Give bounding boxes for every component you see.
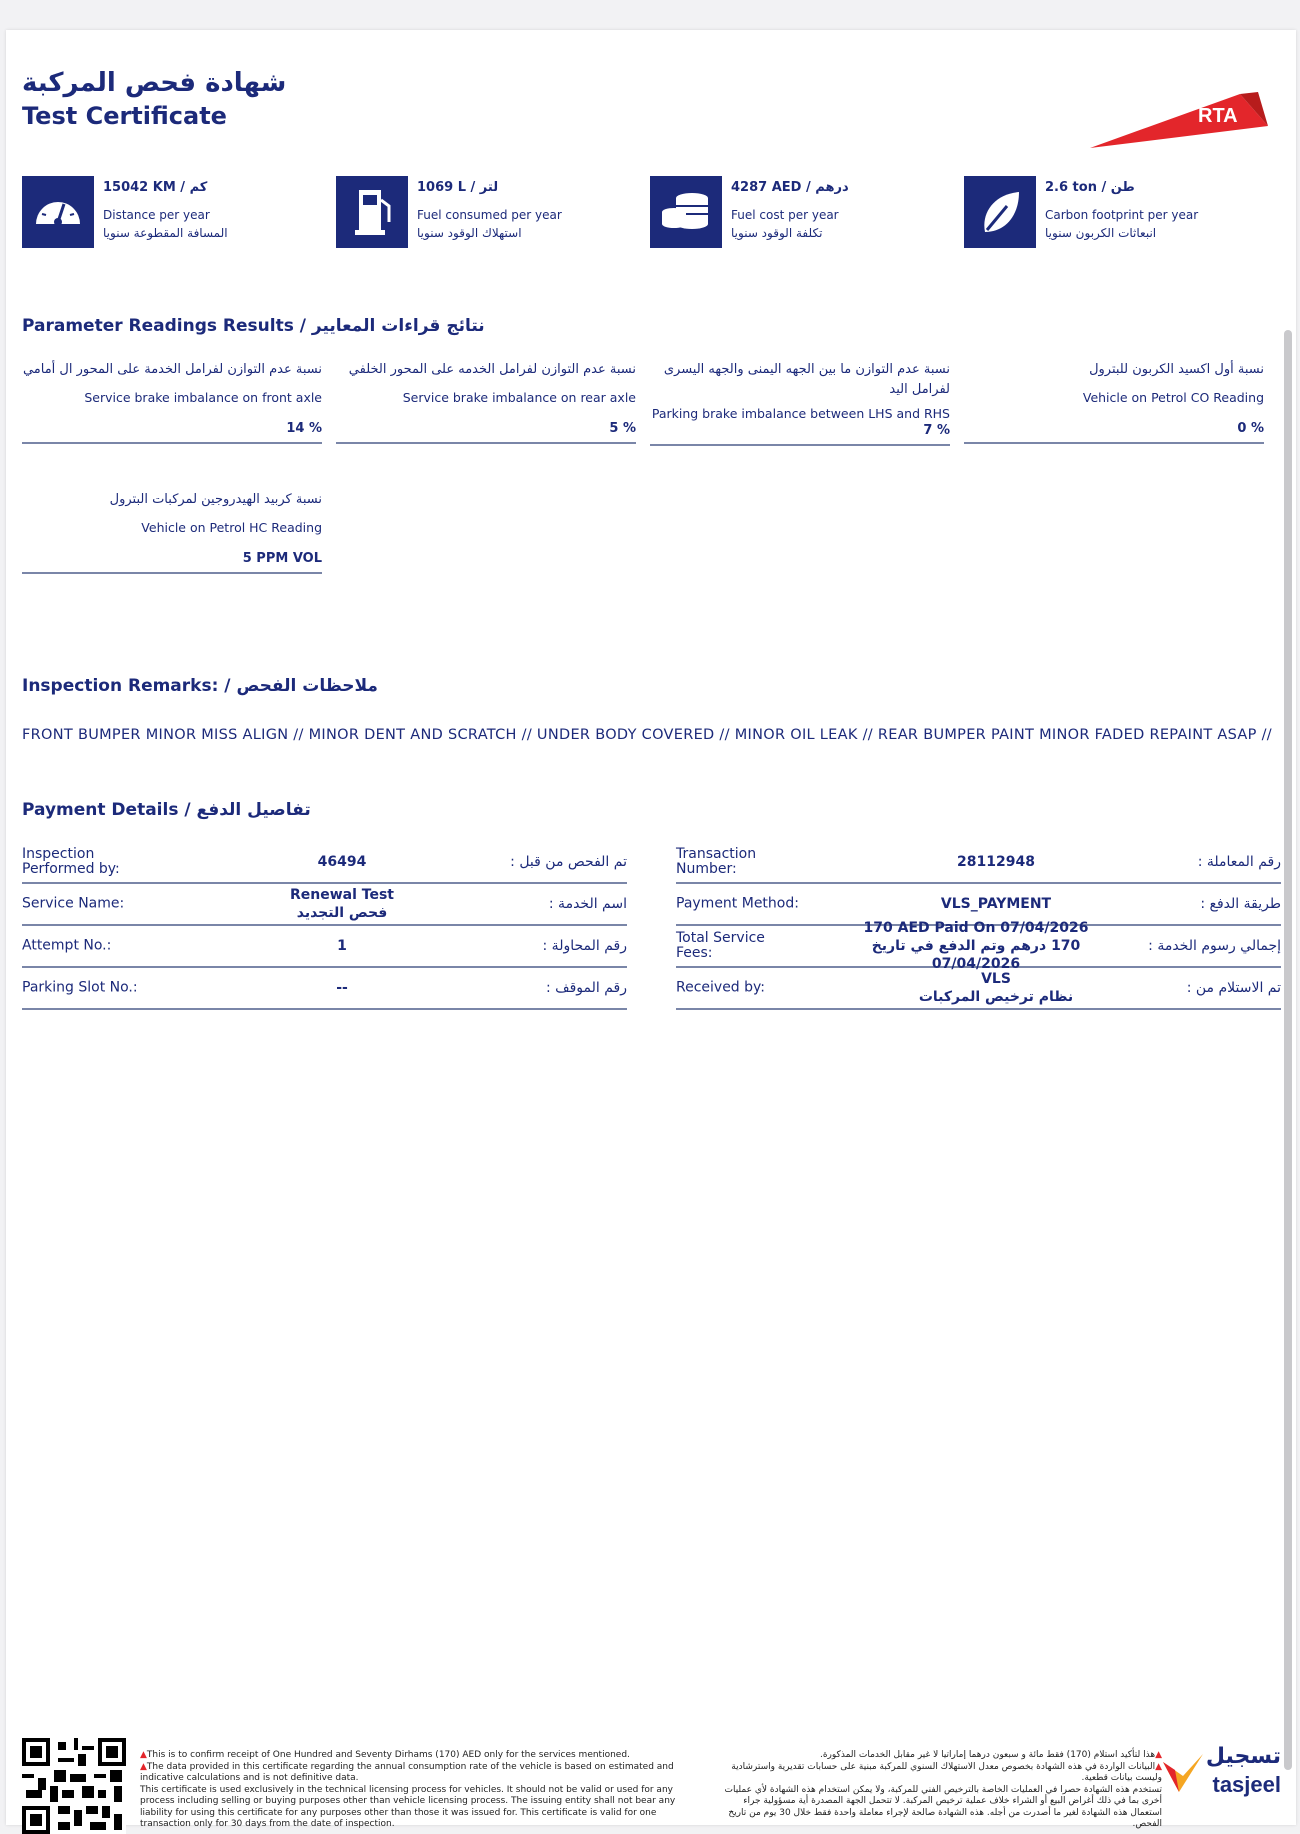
param-value: 7 % [923, 423, 950, 438]
param-label-en: Vehicle on Petrol HC Reading [141, 520, 322, 535]
stats-row [22, 176, 1282, 256]
tasjeel-english: tasjeel [1212, 1772, 1281, 1797]
payment-value [222, 886, 462, 922]
param-label-ar: نسبة كربيد الهيدروجين لمركبات البترول [109, 492, 322, 507]
rta-logo-text: RTA [1198, 105, 1238, 127]
payment-value-text: -- [336, 980, 348, 996]
warning-icon: ▲ [1155, 1761, 1162, 1772]
stat-value: 15042 KM / كم [103, 180, 208, 195]
stat-value: 2.6 ton / طن [1045, 180, 1135, 195]
stat-label-en: Fuel consumed per year [417, 208, 562, 222]
remarks-heading: Inspection Remarks: / ملاحظات الفحص [22, 676, 378, 696]
payment-key-ar: طريقة الدفع : [1200, 896, 1281, 912]
payment-key-ar: اسم الخدمة : [548, 896, 627, 912]
payment-key-ar: رقم المحاولة : [542, 938, 627, 954]
param-label-en: Parking brake imbalance between LHS and RHS [651, 406, 950, 421]
coins-icon [650, 176, 722, 248]
warning-icon: ▲ [140, 1761, 147, 1772]
footer-note-line: ▲The data provided in this certificate regarding the annual consumption rate of the vehicle is based on estimated and indicative calculations and is not definitive data. [140, 1761, 674, 1783]
certificate-page [6, 30, 1296, 1829]
payment-key: Parking Slot No.: [22, 979, 138, 996]
payment-key-ar: رقم الموقف : [545, 980, 627, 996]
footer [22, 1710, 1287, 1829]
payment-value-ar: 170 درهم وتم الدفع في تاريخ 07/04/2026 [871, 938, 1081, 972]
param-label-ar: نسبة عدم التوازن لفرامل الخدمه على المحور الخلفي [348, 362, 636, 377]
stat-carbon [964, 176, 1264, 252]
qr-code [22, 1738, 126, 1834]
param-hc-reading [22, 490, 322, 574]
stat-fuel-cost [650, 176, 950, 252]
tasjeel-arabic: تسجيل [1205, 1744, 1281, 1769]
payment-key: Transaction Number: [676, 846, 757, 877]
payment-value [222, 979, 462, 997]
parameters-heading: Parameter Readings Results / نتائج قراءات المعايير [22, 316, 485, 336]
speedometer-icon [22, 176, 94, 248]
footer-note-line: تستخدم هذه الشهادة حصرا في العمليات الخاصة بالترخيص الفني للمركبة، ولا يمكن استخدام هذه الشهادة لأي عمليات أخرى بما في ذلك أغراض البيع أو الشراء خلاف عملية ترخيص المركبة. لا تتحمل الجهة المصدرة أية مسؤولية جراء استعمال هذه الشهادة لغير ما أصدرت من أجله. هذه الشهادة صالحة لإجراء معاملة واحدة فقط خلال 30 يوم من تاريخ الفحص. [724, 1784, 1162, 1829]
footer-note-line: ▲This is to confirm receipt of One Hundred and Seventy Dirhams (170) AED only for the services mentioned. [140, 1750, 630, 1760]
rta-logo [1090, 80, 1270, 150]
payment-row-inspector [22, 842, 627, 884]
payment-value-ar: فحص التجديد [296, 905, 388, 921]
footer-note-line: ▲هذا لتأكيد استلام (170) فقط مائة و سبعون درهما إماراتيا لا غير مقابل الخدمات المذكورة. [819, 1750, 1162, 1760]
fuel-pump-icon [336, 176, 408, 248]
payment-row-service [22, 884, 627, 926]
payment-key: Attempt No.: [22, 937, 112, 954]
param-value: 5 % [609, 421, 636, 436]
payment-value-text: Renewal Test [289, 887, 394, 903]
payment-key: Total Service Fees: [676, 930, 765, 961]
payment-row-transaction [676, 842, 1281, 884]
stat-value: 1069 L / لتر [417, 180, 499, 195]
param-label-ar: نسبة أول اكسيد الكربون للبترول [1089, 362, 1264, 377]
payment-value-text: 46494 [317, 854, 367, 870]
footer-note-line: ▲البيانات الواردة في هذه الشهادة بخصوص معدل الاستهلاك السنوي للمركبة مبنية على حسابات تقديرية واسترشادية وليست بيانات قطعية. [731, 1761, 1162, 1783]
payment-row-fees [676, 920, 1281, 972]
payment-value [222, 853, 462, 871]
footer-notes-english [140, 1750, 700, 1831]
payment-value-ar: نظام ترخيص المركبات [918, 989, 1074, 1005]
payment-value [876, 895, 1116, 913]
payment-row-received [676, 968, 1281, 1010]
stat-label-ar: انبعاثات الكربون سنويا [1045, 226, 1157, 240]
stat-fuel [336, 176, 636, 252]
param-front-axle [22, 360, 322, 444]
param-label-ar: نسبة عدم التوازن ما بين الجهه اليمنى والجهه اليسرى لفرامل اليد [663, 362, 950, 397]
payment-value-text: 1 [337, 938, 347, 954]
scrollbar[interactable] [1284, 330, 1292, 1770]
stat-value: 4287 AED / درهم [731, 180, 849, 195]
payment-row-parking [22, 968, 627, 1010]
footer-note-line: This certificate is used exclusively in the technical licensing process for vehicles. It should not be valid or used for any process including selling or buying purposes other than vehicle licensing process. The issuing entity shall not bear any liability for using this certificate for any purposes other than those it was issued for. This certificate is valid for one transaction only for 30 days from the date of inspection. [140, 1784, 676, 1829]
stat-label-en: Carbon footprint per year [1045, 208, 1199, 222]
title-english: Test Certificate [22, 102, 227, 130]
footer-notes-arabic [722, 1750, 1162, 1831]
payment-key: Inspection Performed by: [22, 846, 120, 877]
warning-icon: ▲ [1155, 1750, 1162, 1760]
param-rear-axle [336, 360, 636, 444]
tasjeel-check-icon [1161, 1752, 1205, 1800]
stat-label-en: Fuel cost per year [731, 208, 839, 222]
payment-key-ar: تم الاستلام من : [1186, 980, 1281, 996]
payment-value [876, 853, 1116, 871]
stat-distance [22, 176, 322, 252]
leaf-icon [964, 176, 1036, 248]
payment-value-text: 170 AED Paid On 07/04/2026 [863, 920, 1089, 936]
payment-value-text: 28112948 [957, 854, 1035, 870]
title-arabic: شهادة فحص المركبة [22, 68, 287, 98]
payment-heading: Payment Details / تفاصيل الدفع [22, 800, 311, 820]
tasjeel-logo [1161, 1744, 1281, 1804]
param-label-ar: نسبة عدم التوازن لفرامل الخدمة على المحور ال أمامي [22, 362, 322, 377]
payment-value-text: VLS [981, 971, 1011, 987]
payment-row-attempt [22, 926, 627, 968]
remarks-text: FRONT BUMPER MINOR MISS ALIGN // MINOR DENT AND SCRATCH // UNDER BODY COVERED // MINOR OIL LEAK // REAR BUMPER PAINT MINOR FADED REPAINT ASAP // [22, 727, 1272, 743]
param-value: 5 PPM VOL [242, 551, 322, 566]
payment-key-ar: إجمالي رسوم الخدمة : [1148, 938, 1281, 954]
payment-key-ar: تم الفحص من قبل : [510, 854, 627, 870]
param-co-reading [964, 360, 1264, 444]
payment-value-text: VLS_PAYMENT [940, 896, 1052, 912]
param-label-en: Service brake imbalance on rear axle [402, 390, 636, 405]
stat-label-ar: استهلاك الوقود سنويا [417, 226, 522, 240]
payment-left-column [22, 842, 627, 1010]
stat-label-en: Distance per year [103, 208, 210, 222]
payment-value [826, 919, 1126, 973]
payment-right-column [676, 842, 1281, 1010]
param-label-en: Vehicle on Petrol CO Reading [1082, 390, 1264, 405]
payment-value [876, 970, 1116, 1006]
payment-value [222, 937, 462, 955]
param-parking-brake [650, 360, 950, 446]
payment-key: Payment Method: [676, 895, 799, 912]
payment-key: Received by: [676, 979, 766, 996]
param-value: 0 % [1237, 421, 1264, 436]
param-label-en: Service brake imbalance on front axle [84, 390, 322, 405]
warning-icon: ▲ [140, 1750, 147, 1760]
payment-key-ar: رقم المعاملة : [1197, 854, 1281, 870]
stat-label-ar: المسافة المقطوعة سنويا [103, 226, 228, 240]
stat-label-ar: تكلفة الوقود سنويا [731, 226, 823, 240]
param-value: 14 % [286, 421, 322, 436]
payment-key: Service Name: [22, 895, 125, 912]
